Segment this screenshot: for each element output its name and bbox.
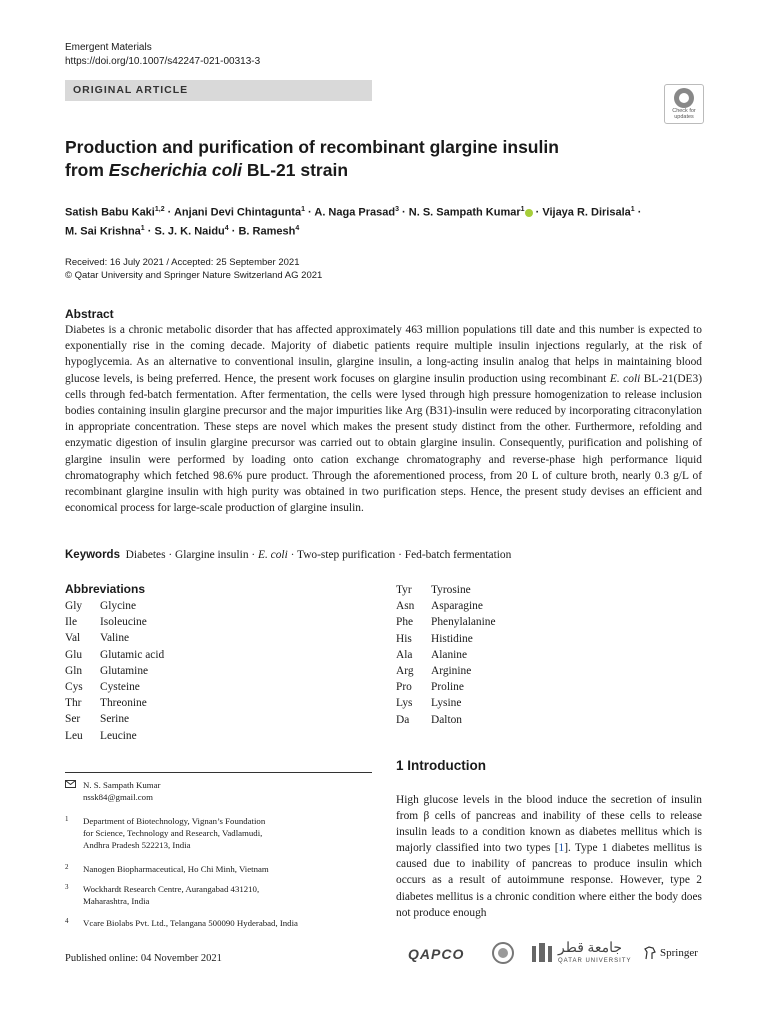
published-online: Published online: 04 November 2021 [65,953,222,964]
abbreviation-code: Gln [65,664,83,677]
abbreviation-meaning: Valine [100,632,130,645]
abbreviations-heading: Abbreviations [65,582,146,596]
introduction-heading: 1 Introduction [396,758,486,773]
abbreviation-meaning: Glycine [100,600,137,612]
journal-name: Emergent Materials [65,42,152,53]
abbreviation-row [396,695,496,711]
abbreviation-row [396,582,496,598]
article-dates [65,256,322,282]
abbreviation-code: Tyr [396,584,412,596]
author-line-2: M. Sai Krishna$^1$ · S. J. K. Naidu$^4$ · B. Ramesh$^4$ [65,224,300,238]
abbreviation-row [65,663,164,679]
abstract-heading: Abstract [65,307,114,321]
keywords-label: Keywords [65,549,120,561]
abbreviation-meaning: Serine [100,713,130,726]
affiliation-1: 1 Department of Biotechnology, Vignan’s Foundation for Science, Technology and Research, Vadlamudi, Andhra Pradesh 522213, India [65,815,266,850]
author[interactable]: S. J. K. Naidu [154,225,225,238]
qatar-university-emblem-icon [530,942,554,969]
introduction-text: High glucose levels in the blood induce the secretion of insulin from β cells of pancreas and inability of these cells to release insulin leads to a condition known as diabetes mellitus which is majorly classified into two types [1]. Type 1 diabetes mellitus is caused due to inability of pancreas to produce insulin which occurs as a result of autoimmune response. However, type 2 diabetes mellitus is a chronic condition where either the body does not produce enough [396,794,702,919]
affiliation-2: 2 Nanogen Biopharmaceutical, Ho Chi Minh, Vietnam [65,863,269,874]
abbreviation-meaning: Glutamine [100,664,149,677]
publisher-logos [408,940,704,968]
qapco-logo: QAPCO [408,946,465,962]
abbreviation-row [65,614,164,630]
author[interactable]: A. Naga Prasad [314,206,396,219]
abbreviation-meaning: Glutamic acid [100,648,165,661]
abbreviation-meaning: Isoleucine [100,616,147,629]
abbreviation-code: Gly [65,600,83,612]
author[interactable]: Vijaya R. Dirisala [542,206,631,219]
abbreviation-row [65,695,164,711]
springer-horse-icon [644,946,656,965]
corresponding-author: N. S. Sampath Kumar [83,780,161,790]
qapco-emblem-icon [492,942,514,969]
abbreviation-meaning: Asparagine [431,600,483,613]
check-updates-line1: Check for [672,108,696,114]
article-title [65,136,665,182]
orcid-icon[interactable] [525,209,533,217]
abbreviation-row [396,631,496,647]
correspondence [65,779,160,803]
abbreviation-row [396,647,496,663]
abbreviation-meaning: Alanine [431,648,468,661]
copyright: © Qatar University and Springer Nature Switzerland AG 2021 [65,270,323,281]
keywords: Keywords Diabetes · Glargine insulin · E. coli · Two-step purification · Fed-batch fermentation [65,549,512,561]
title-line2: from Escherichia coli BL-21 strain [65,160,349,180]
journal-doi[interactable]: https://doi.org/10.1007/s42247-021-00313-3 [65,56,261,67]
abbreviation-code: Pro [396,681,412,694]
abbreviation-code: Phe [396,616,414,629]
abbreviation-meaning: Histidine [431,632,473,645]
abbreviation-meaning: Proline [431,681,464,694]
received-accepted: Received: 16 July 2021 / Accepted: 25 September 2021 [65,257,300,268]
abbreviation-code: Thr [65,697,82,710]
abbreviation-code: Ala [396,648,413,661]
qatar-university-english: QATAR UNIVERSITY [558,958,632,964]
abbreviation-code: Ile [65,616,78,629]
envelope-icon [65,779,76,791]
springer-logo-text: Springer [660,947,698,959]
abbreviation-code: Cys [65,681,83,694]
abbreviation-meaning: Lysine [431,697,462,710]
abbreviation-meaning: Arginine [431,665,472,678]
abbreviation-row [65,630,164,646]
affiliation-4: 4 Vcare Biolabs Pvt. Ltd., Telangana 500090 Hyderabad, India [65,917,298,928]
abbreviations-right-column [396,582,496,728]
journal-header [65,41,260,69]
abbreviation-row [65,679,164,695]
abbreviation-row [65,711,164,727]
abbreviation-row [396,614,496,630]
check-updates-line2: updates [674,114,694,120]
abbreviation-row [65,647,164,663]
abbreviation-row [65,598,164,614]
abbreviation-meaning: Tyrosine [431,584,471,596]
author[interactable]: Anjani Devi Chintagunta [173,206,302,219]
abbreviation-row [396,598,496,614]
author[interactable]: M. Sai Krishna [65,225,141,238]
corresponding-email[interactable]: nssk84@gmail.com [83,792,153,802]
abbreviation-code: Da [396,713,410,726]
abbreviation-code: Asn [396,600,415,613]
abbreviation-row [396,679,496,695]
author-line-1: Satish Babu Kaki$^{1,2}$ · Anjani Devi Chintagunta$^1$ · A. Naga Prasad$^3$ · N. S. Sampath Kumar$^1$ · Vijaya R. Dirisala$^1$ · [65,206,642,219]
abbreviation-code: Arg [396,665,414,678]
abbreviation-code: His [396,632,412,645]
author[interactable]: B. Ramesh [238,225,296,238]
check-for-updates-badge[interactable] [664,84,704,124]
check-for-updates-icon [674,88,694,108]
abbreviation-code: Glu [65,648,83,661]
article-type-label: ORIGINAL ARTICLE [73,84,189,96]
abbreviation-meaning: Threonine [100,697,147,710]
abbreviation-meaning: Dalton [431,713,463,726]
citation-link[interactable]: 1 [558,842,565,855]
abbreviation-code: Ser [65,713,81,726]
abbreviation-code: Val [65,632,81,645]
author-list [65,202,705,239]
affiliation-3: 3 Wockhardt Research Centre, Aurangabad 431210, Maharashtra, India [65,883,260,906]
abbreviations-left-column [65,598,164,744]
abbreviation-row [65,728,164,744]
article-type-banner [65,80,372,101]
abbreviation-row [396,663,496,679]
abbreviation-meaning: Phenylalanine [431,616,496,629]
abbreviation-meaning: Leucine [100,729,137,742]
abbreviation-meaning: Cysteine [100,681,140,694]
abstract-text: Diabetes is a chronic metabolic disorder that has affected approximately 463 million populations till date and this number is expected to exponentially rise in the coming decade. Majority of diabetic patients require multiple insulin injections regularly, at the risk of hypoglycemia. As an alternative to conventional insulin, glargine insulin, a long-acting insulin analog that helps in maintaining blood glucose levels, is being preferred. Hence, the present work focuses on glargine insulin production using recombinant E. coli BL-21(DE3) cells through fed-batch fermentation. After fermentation, the cells were lysed through high pressure homogenization to release inclusion bodies containing insulin glargine precursor and the major impurities like Arg (B31)-insulin were reduced by incorporating citraconylation in appropriate concentration. These steps are novel which makes the present study distinct from the other. Furthermore, refolding and enzymatic digestion of insulin glargine precursor was carried out to obtain glargine insulin. Consequently, purification and polishing of glargine insulin were performed by loading onto cation exchange chromatography and reverse-phase high performance liquid chromatography which fetched 98.6% pure product. Through the aforementioned process, from 20 L of culture broth, nearly 0.3 g/L of recombinant glargine insulin with high purity was obtained in two purification steps. Hence, the present study devises an efficient and economical process for large-scale production of glargine insulin. [65,324,703,515]
abbreviation-code: Leu [65,729,83,742]
qatar-university-arabic: جامعة قطر [558,941,623,956]
title-line1: Production and purification of recombinant glargine insulin [65,137,559,157]
abbreviation-row [396,712,496,728]
author[interactable]: N. S. Sampath Kumar [408,206,521,219]
footnote-rule [65,772,372,773]
author[interactable]: Satish Babu Kaki [65,206,155,219]
abbreviation-code: Lys [396,697,413,710]
